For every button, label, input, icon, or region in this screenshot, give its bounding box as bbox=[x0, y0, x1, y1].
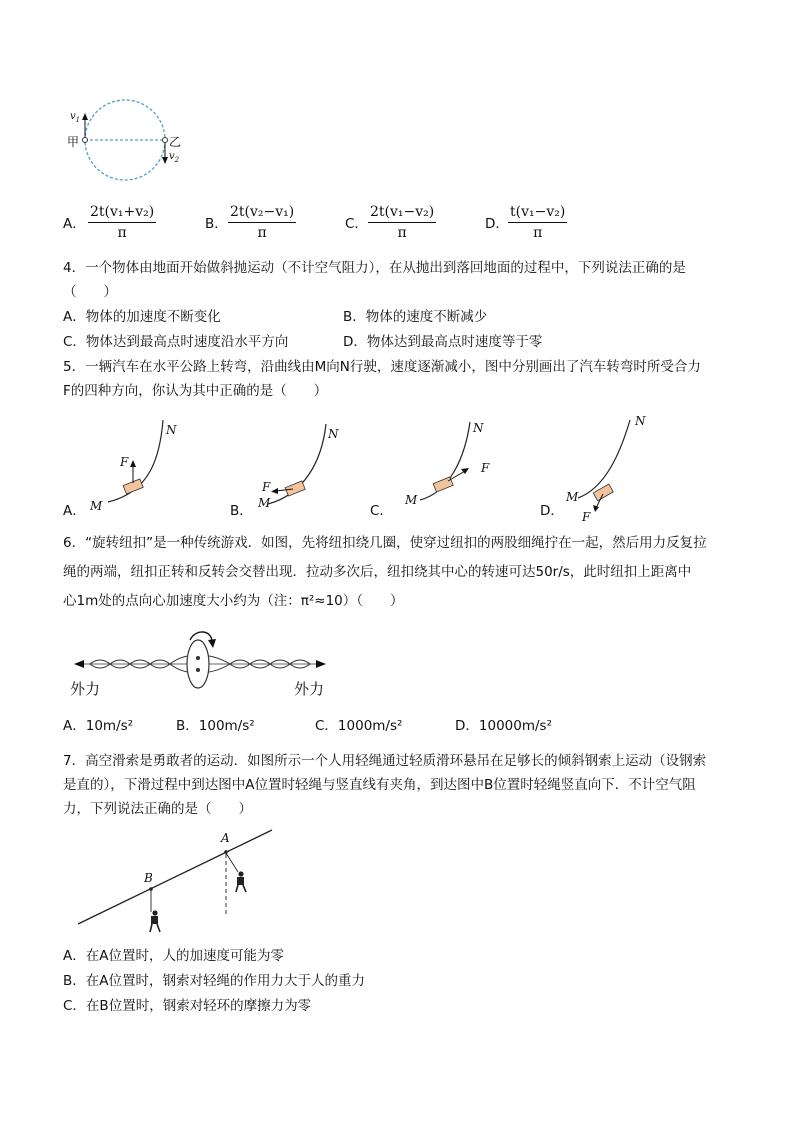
q5-c-n: N bbox=[473, 421, 484, 435]
q5-d-n: N bbox=[635, 414, 646, 428]
q7-stem-line3: 力，下列说法正确的是（ ） bbox=[63, 801, 252, 817]
q6-option-d[interactable]: D．10000m/s² bbox=[455, 718, 552, 734]
q3-option-a-letter[interactable]: A． bbox=[63, 216, 86, 232]
q7-zipline-diagram bbox=[0, 822, 794, 942]
q5-a-f: F bbox=[120, 455, 129, 469]
q4-option-c[interactable]: C．物体达到最高点时速度沿水平方向 bbox=[63, 334, 289, 350]
q7-option-b[interactable]: B．在A位置时，钢索对轻绳的作用力大于人的重力 bbox=[63, 973, 365, 989]
q5-stem-line1: 5．一辆汽车在水平公路上转弯，沿曲线由M向N行驶，速度逐渐减小，图中分别画出了汽车转弯时所受合力 bbox=[63, 359, 701, 375]
q6-right-force-label: 外力 bbox=[294, 680, 325, 698]
q6-left-force-label: 外力 bbox=[70, 680, 101, 698]
q5-c-f: F bbox=[481, 461, 490, 475]
q5-d-m: M bbox=[566, 490, 579, 504]
circle-diagram bbox=[0, 0, 794, 200]
q6-option-c[interactable]: C．1000m/s² bbox=[315, 718, 403, 734]
jia-label: 甲 bbox=[67, 135, 80, 149]
q5-b-f: F bbox=[262, 480, 271, 494]
q3-option-c-letter[interactable]: C． bbox=[345, 216, 368, 232]
q7-option-a[interactable]: A．在A位置时，人的加速度可能为零 bbox=[63, 948, 284, 964]
q3-option-a-fraction: $\frac{\text{2t(v₁+v₂)}}{\pi}$ bbox=[90, 204, 155, 241]
q4-stem-line2: （ ） bbox=[63, 284, 117, 300]
q6-option-a[interactable]: A．10m/s² bbox=[63, 718, 134, 734]
q6-option-b[interactable]: B．100m/s² bbox=[176, 718, 255, 734]
q5-b-m: M bbox=[258, 496, 271, 510]
yi-label: 乙 bbox=[169, 135, 182, 149]
q5-c-m: M bbox=[405, 493, 418, 507]
q7-stem-line1: 7．高空滑索是勇敢者的运动．如图所示一个人用轻绳通过轻质滑环悬吊在足够长的倾斜钢索上运动（设钢索 bbox=[63, 753, 707, 769]
q6-stem-line2: 绳的两端，纽扣正转和反转会交替出现．拉动多次后，纽扣绕其中心的转速可达50r/s，此时纽扣上距离中 bbox=[63, 564, 692, 580]
q7-label-a: A bbox=[221, 831, 230, 845]
q5-a-m: M bbox=[90, 499, 103, 513]
q3-option-c-fraction: $\frac{\text{2t(v₁−v₂)}}{\pi}$ bbox=[370, 204, 435, 241]
q3-option-b-fraction: $\frac{\text{2t(v₂−v₁)}}{\pi}$ bbox=[230, 204, 295, 241]
q5-figure-b bbox=[268, 424, 326, 504]
q5-option-d[interactable]: D． bbox=[540, 503, 564, 519]
q6-stem-line3: 心1m处的点向心加速度大小约为（注：π²≈10）（ ） bbox=[63, 593, 404, 609]
q5-figure-a bbox=[108, 420, 163, 502]
q3-option-b-letter[interactable]: B． bbox=[205, 216, 228, 232]
q4-stem-line1: 4．一个物体由地面开始做斜抛运动（不计空气阻力），在从抛出到落回地面的过程中，下列说法正确的是 bbox=[63, 260, 686, 276]
q5-stem-line2: F的四种方向，你认为其中正确的是（ ） bbox=[63, 383, 328, 399]
q3-option-d-fraction: $\frac{\text{t(v₁−v₂)}}{\pi}$ bbox=[510, 204, 566, 241]
q7-stem-line2: 是直的），下滑过程中到达图中A位置时轻绳与竖直线有夹角，到达图中B位置时轻绳竖直向下．不计空气阻 bbox=[63, 777, 696, 793]
q5-b-n: N bbox=[328, 427, 339, 441]
q5-option-a[interactable]: A． bbox=[63, 503, 86, 519]
q7-option-c[interactable]: C．在B位置时，钢索对轻环的摩擦力为零 bbox=[63, 998, 312, 1014]
q5-option-c[interactable]: C． bbox=[370, 503, 393, 519]
q6-stem-line1: 6．“旋转纽扣”是一种传统游戏．如图，先将纽扣绕几圈，使穿过纽扣的两股细绳拧在一起，然后用力反复拉 bbox=[63, 535, 707, 551]
q5-option-b[interactable]: B． bbox=[230, 503, 253, 519]
v2-label: $v_2$ bbox=[169, 151, 180, 164]
q3-option-d-letter[interactable]: D． bbox=[485, 216, 509, 232]
q5-a-n: N bbox=[166, 423, 177, 437]
q4-option-d[interactable]: D．物体达到最高点时速度等于零 bbox=[343, 334, 543, 350]
q6-button-diagram bbox=[0, 622, 794, 702]
q5-figure-c bbox=[420, 422, 470, 500]
v1-label: $v_1$ bbox=[70, 111, 81, 124]
q5-figure-d bbox=[578, 420, 630, 512]
q7-label-b: B bbox=[144, 871, 153, 885]
q4-option-b[interactable]: B．物体的速度不断减少 bbox=[343, 309, 488, 325]
q5-d-f: F bbox=[582, 510, 591, 524]
q4-option-a[interactable]: A．物体的加速度不断变化 bbox=[63, 309, 221, 325]
